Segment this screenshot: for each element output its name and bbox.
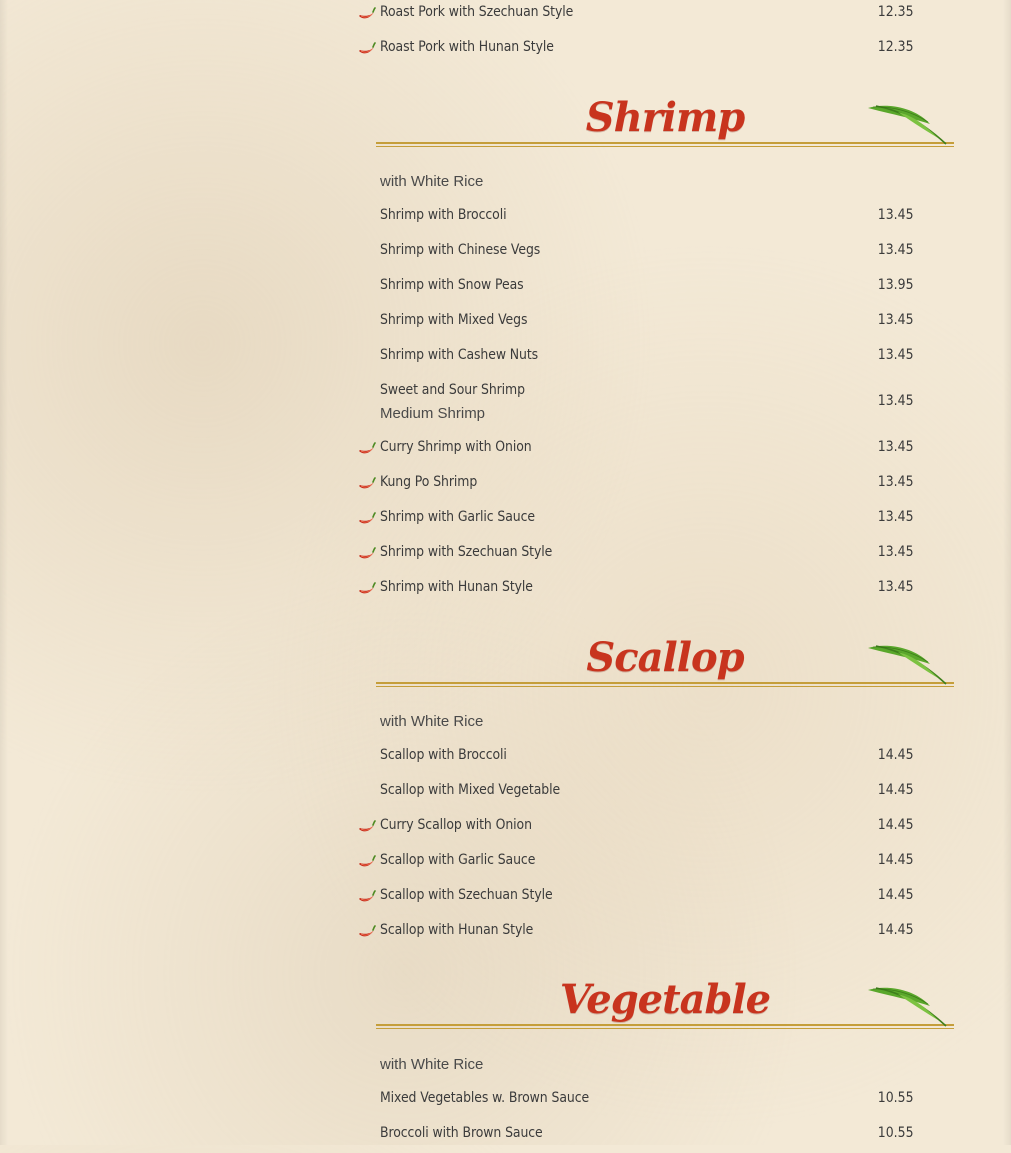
menu-item-name: Shrimp with Cashew Nuts [380, 347, 539, 363]
menu-item [358, 509, 918, 537]
divider [376, 146, 954, 147]
menu-item-price: 13.45 [878, 207, 914, 223]
menu-item [358, 782, 918, 810]
menu-item-name: Curry Shrimp with Onion [380, 439, 532, 455]
menu-item [358, 887, 918, 915]
menu-item-name: Shrimp with Chinese Vegs [380, 242, 541, 258]
menu-item-name: Shrimp with Szechuan Style [380, 544, 553, 560]
chili-pepper-icon [358, 890, 376, 904]
divider [376, 686, 954, 687]
menu-item-price: 13.95 [878, 277, 914, 293]
menu-item [358, 544, 918, 572]
menu-item-price: 13.45 [878, 474, 914, 490]
menu-item-name: Scallop with Mixed Vegetable [380, 782, 561, 798]
menu-item [358, 347, 918, 375]
menu-item-name: Shrimp with Snow Peas [380, 277, 524, 293]
chili-pepper-icon [358, 7, 376, 21]
chili-pepper-icon [358, 855, 376, 869]
menu-item-name: Shrimp with Mixed Vegs [380, 312, 528, 328]
menu-item-price: 14.45 [878, 922, 914, 938]
menu-item-name: Roast Pork with Hunan Style [380, 39, 554, 55]
menu-item-name: Roast Pork with Szechuan Style [380, 4, 574, 20]
menu-item-price: 14.45 [878, 887, 914, 903]
menu-item-price: 13.45 [878, 544, 914, 560]
menu-item [358, 207, 918, 235]
menu-item [358, 439, 918, 467]
menu-item-name: Scallop with Hunan Style [380, 922, 534, 938]
menu-item [358, 242, 918, 270]
menu-item [358, 817, 918, 845]
chili-pepper-icon [358, 512, 376, 526]
menu-item-price: 14.45 [878, 747, 914, 763]
chili-pepper-icon [358, 582, 376, 596]
menu-item-name: Shrimp with Broccoli [380, 207, 507, 223]
menu-item-price: 13.45 [878, 312, 914, 328]
menu-item-name: Kung Po Shrimp [380, 474, 478, 490]
chili-pepper-icon [358, 442, 376, 456]
menu-item-price: 13.45 [878, 242, 914, 258]
bamboo-leaf-icon [868, 982, 952, 1028]
menu-item-price: 13.45 [878, 347, 914, 363]
menu-item [358, 1090, 918, 1118]
menu-item-name: Broccoli with Brown Sauce [380, 1125, 543, 1141]
menu-item-price: 13.45 [878, 579, 914, 595]
menu-item-price: 14.45 [878, 852, 914, 868]
menu-item [358, 852, 918, 880]
menu-item-name: Scallop with Broccoli [380, 747, 507, 763]
menu-item-name: Curry Scallop with Onion [380, 817, 532, 833]
divider [376, 1028, 954, 1029]
menu-item-name: Sweet and Sour Shrimp [380, 382, 525, 398]
menu-item [358, 382, 918, 428]
menu-item-name: Shrimp with Garlic Sauce [380, 509, 535, 525]
chili-pepper-icon [358, 477, 376, 491]
menu-item-name: Scallop with Szechuan Style [380, 887, 553, 903]
menu-item-name: Scallop with Garlic Sauce [380, 852, 536, 868]
menu-item-name: Shrimp with Hunan Style [380, 579, 533, 595]
menu-item-price: 13.45 [878, 439, 914, 455]
menu-item-price: 13.45 [878, 393, 914, 409]
menu-item [358, 922, 918, 950]
section-header-vegetable [376, 976, 954, 1036]
section-title: Shrimp [585, 94, 745, 141]
menu-item [358, 277, 918, 305]
menu-item-price: 10.55 [878, 1090, 914, 1106]
menu-item [358, 474, 918, 502]
chili-pepper-icon [358, 42, 376, 56]
section-header-shrimp [376, 94, 954, 154]
chili-pepper-icon [358, 925, 376, 939]
section-note: with White Rice [380, 173, 484, 190]
menu-item [358, 4, 918, 32]
menu-item-price: 12.35 [878, 4, 914, 20]
section-title: Vegetable [559, 976, 771, 1023]
menu-item-price: 14.45 [878, 782, 914, 798]
menu-item [358, 39, 918, 67]
section-header-scallop [376, 634, 954, 694]
menu-item [358, 1125, 918, 1153]
menu-item-price: 10.55 [878, 1125, 914, 1141]
section-note: with White Rice [380, 713, 484, 730]
menu-item [358, 579, 918, 607]
bamboo-leaf-icon [868, 100, 952, 146]
menu-item-price: 12.35 [878, 39, 914, 55]
menu-item [358, 312, 918, 340]
section-note: with White Rice [380, 1056, 484, 1073]
menu-item [358, 747, 918, 775]
section-title: Scallop [586, 634, 744, 681]
menu-item-note: Medium Shrimp [380, 405, 486, 422]
bamboo-leaf-icon [868, 640, 952, 686]
menu-item-name: Mixed Vegetables w. Brown Sauce [380, 1090, 590, 1106]
menu-item-price: 14.45 [878, 817, 914, 833]
chili-pepper-icon [358, 820, 376, 834]
menu-item-price: 13.45 [878, 509, 914, 525]
chili-pepper-icon [358, 547, 376, 561]
